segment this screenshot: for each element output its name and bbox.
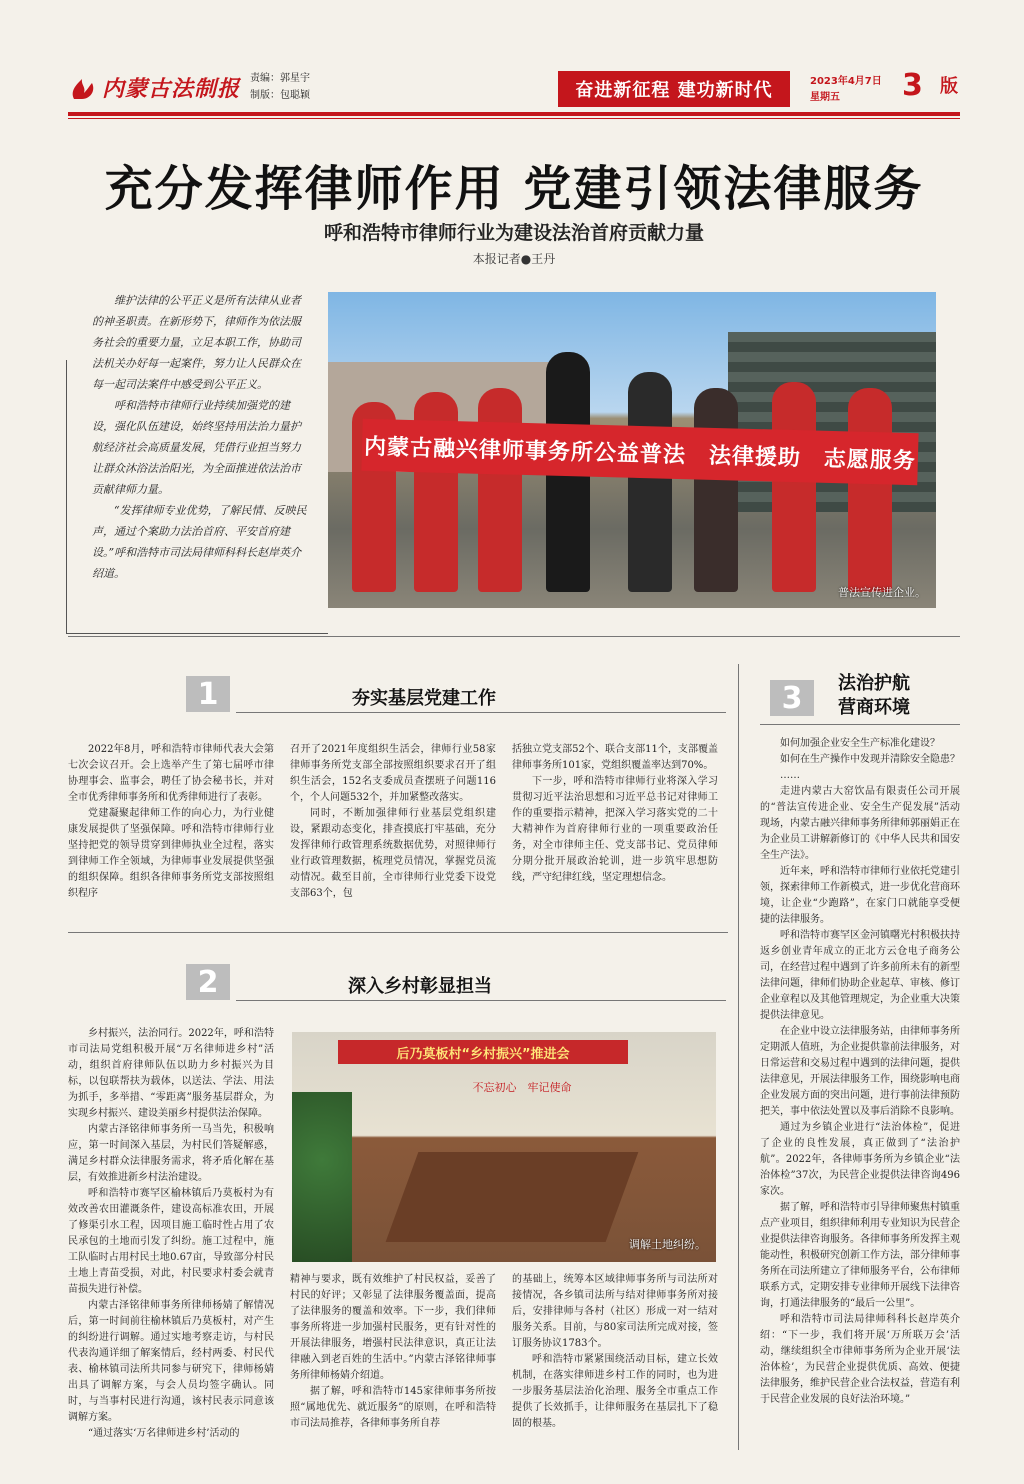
article-paragraph: 括独立党支部52个、联合支部11个，支部覆盖律师事务所101家，党组织覆盖率达到70%。 [512, 744, 718, 771]
article-paragraph: 呼和浩特市司法局律师科科长赵岸英介绍：“下一步，我们将开展‘万所联万会’活动，继续组织全市律师事务所为企业开展‘法治体检’，为民营企业提供优质、高效、便捷法律服务，维护民营企业合法权益，营造有利于民营企业发展的良好法治环境。” [760, 1314, 960, 1405]
section-title: 深入乡村彰显担当 [348, 976, 492, 997]
article-paragraph: 乡村振兴，法治同行。2022年，呼和浩特市司法局党组积极开展“万名律师进乡村”活动，组织首府律师队伍以助力乡村振兴为目标，以包联帮扶为载体，以送法、学法、用法为抓手，多举措、“零距离”服务基层群众，为实现乡村振兴、建设美丽乡村提供法治保障。 [68, 1028, 274, 1119]
article-paragraph: 精神与要求，既有效维护了村民权益，妥善了村民的好评；又彰显了法律服务覆盖面，提高了法律服务的覆盖和效率。下一步，我们律师事务所将进一步加强村民服务，更有针对性的开展法律服务，增强村民法律意识，真正让法律融入到老百姓的生活中。”内蒙古泽铭律师事务所律师杨婧介绍道。 [290, 1274, 496, 1381]
photo-wall-sign: 不忘初心 牢记使命 [472, 1081, 572, 1094]
paper-logo [68, 72, 240, 103]
intro-paragraph: 维护法律的公平正义是所有法律从业者的神圣职责。在新形势下，律师作为依法服务社会的重要力量，立足本职工作，协助司法机关办好每一起案件，努力让人民群众在每一起司法案件中感受到公平正义。 [92, 294, 301, 391]
slogan-banner: 奋进新征程 建功新时代 [558, 71, 790, 107]
article-column [68, 742, 274, 902]
photo-person [848, 388, 892, 592]
article-paragraph: 通过为乡镇企业进行“法治体检”，促进了企业的良性发展，真正做到了“法治护航”。2022年，各律师事务所为乡镇企业“法治体检”37次，为民营企业提供法律咨询496家次。 [760, 1122, 960, 1197]
flame-logo-icon [68, 75, 98, 101]
photo-person [772, 382, 816, 592]
section-title-rule [760, 724, 960, 725]
article-paragraph: 2022年8月，呼和浩特市律师代表大会第七次会议召开。会上选举产生了第七届呼市律协理事会、监事会，聘任了协会秘书长，并对全市优秀律师事务所和优秀律师进行了表彰。 [68, 744, 274, 803]
article-paragraph: 内蒙古泽铭律师事务所一马当先，积极响应，第一时间深入基层，为村民们答疑解惑，满足乡村群众法律服务需求，将矛盾化解在基层，有效推进新乡村法治建设。 [68, 1124, 274, 1183]
section-title-line: 法治护航 [838, 673, 910, 694]
photo-caption: 普法宣传进企业。 [838, 586, 926, 599]
sub-headline: 呼和浩特市律师行业为建设法治首府贡献力量 [323, 222, 704, 244]
photo-plant [292, 1092, 352, 1262]
page-number: 3 [902, 68, 923, 103]
weekday-line: 星期五 [810, 92, 840, 103]
column-divider [738, 664, 739, 1450]
date-line: 2023年4月7日 [810, 76, 882, 87]
byline: 本报记者●王丹 [472, 252, 556, 266]
article-column [68, 1026, 274, 1442]
producer-line: 制版：包聪颖 [250, 90, 310, 101]
section-number-badge: 1 [186, 676, 230, 712]
article-paragraph: 呼和浩特市赛罕区金河镇曙光村积极扶持返乡创业青年成立的正北方云仓电子商务公司，在经营过程中遇到了许多前所未有的新型法律问题，律师们协助企业起草、审核、修订企业章程以及其他管理规定，为企业重大决策提供法律意见。 [760, 930, 960, 1021]
article-paragraph: 召开了2021年度组织生活会，律师行业58家律师事务所党支部全部按照组织要求召开了组织生活会，152名支委成员查摆班子问题116个，个人问题532个，并加紧整改落实。 [290, 744, 496, 803]
intro-text [92, 290, 310, 584]
article-paragraph: 呼和浩特市紧紧围绕活动目标，建立长效机制，在落实律师进乡村工作的同时，也为进一步服务基层法治化治理、服务全市重点工作提供了长效抓手，让律师服务在基层扎下了稳固的根基。 [512, 1354, 718, 1429]
section-title [838, 672, 910, 720]
masthead-rule [68, 112, 960, 116]
masthead [68, 66, 960, 112]
article-paragraph: 呼和浩特市赛罕区榆林镇后乃莫板村为有效改善农田灌溉条件，建设高标准农田，开展了修渠引水工程，因项目施工临时性占用了农民承包的土地而引发了纠纷。施工过程中，施工队临时占用村民土地0.67亩，导致部分村民土地上青苗受损，对此，村民要求村委会就青苗损失进行补偿。 [68, 1188, 274, 1295]
article-paragraph: 内蒙古泽铭律师事务所律师杨婧了解情况后，第一时间前往榆林镇后乃莫板村，对产生的纠纷进行调解。通过实地考察走访，与村民代表沟通详细了解案情后，经村两委、村民代表、榆林镇司法所共同参与研究下，律师杨婧出具了调解方案，与会人员均签字确认。同时，与当事村民进行沟通，该村民表示同意该调解方案。 [68, 1300, 274, 1423]
photo-banner: 后乃莫板村“乡村振兴”推进会 [338, 1040, 628, 1064]
section-title-rule [236, 1000, 726, 1001]
article-paragraph: 据了解，呼和浩特市引导律师聚焦村镇重点产业项目，组织律师利用专业知识为民营企业提供法律咨询服务。各律师事务所发挥主观能动性，积极研究创新工作方法，部分律师事务所在司法所建立了律师服务平台，公布律师联系方式，定期安排专业律师开展线下法律咨询，打通法律服务的“最后一公里”。 [760, 1202, 960, 1309]
section-title-rule [236, 712, 726, 713]
editor-credits [250, 70, 310, 104]
section-divider [68, 636, 960, 637]
article-paragraph: 党建凝聚起律师工作的向心力，为行业健康发展提供了坚强保障。呼和浩特市律师行业坚持把党的领导贯穿到律师执业全过程，落实到律师工作全领域，为律师事业发展提供坚强的组织保障。组织各律师事务所党支部按照组织程序 [68, 808, 274, 899]
article-paragraph: 近年来，呼和浩特市律师行业依托党建引领，探索律师工作新模式，进一步优化营商环境，让企业“少跑路”，在家门口就能享受便捷的法律服务。 [760, 866, 960, 925]
article-column [290, 742, 496, 902]
editor-line: 责编：郭星宇 [250, 73, 310, 84]
section-divider [68, 932, 728, 933]
photo-crates [728, 332, 936, 512]
article-paragraph: 如何加强企业安全生产标准化建设？ [780, 738, 940, 749]
section-number-badge: 3 [770, 680, 814, 716]
main-headline: 充分发挥律师作用 党建引领法律服务 [104, 161, 924, 217]
article-paragraph: “通过落实‘万名律师进乡村’活动的 [88, 1428, 240, 1439]
photo-person [478, 388, 522, 592]
article-paragraph: 的基础上，统筹本区域律师事务所与司法所对接情况，各乡镇司法所与结对律师事务所对接后，安排律师与各村（社区）形成一对一结对服务关系。目前，与80家司法所完成对接，签订服务协议1783个。 [512, 1274, 718, 1349]
photo-table [386, 1152, 639, 1242]
article-column [760, 736, 960, 1408]
issue-date [810, 74, 882, 106]
photo-person [628, 372, 672, 592]
section-title: 夯实基层党建工作 [352, 688, 496, 709]
article-paragraph: …… [780, 770, 800, 781]
section-title-line: 营商环境 [838, 697, 910, 718]
article-paragraph: 同时，不断加强律师行业基层党组织建设，紧跟动态变化，排查摸底打牢基础，充分发挥律师行政管理系统数据优势，对照律师行业行政管理数据，梳理党员情况，掌握党员流动情况。截至目前，全市律师行业党委下设党支部63个，包 [290, 808, 496, 899]
article-column [290, 1272, 496, 1432]
photo-person [694, 388, 738, 592]
photo-banner: 内蒙古融兴律师事务所公益普法 法律援助 志愿服务 [361, 419, 918, 486]
paper-name: 内蒙古法制报 [102, 77, 241, 102]
article-paragraph: 据了解，呼和浩特市145家律师事务所按照“属地优先、就近服务”的原则，在呼和浩特市司法局推荐，各律师事务所自荐 [290, 1386, 496, 1429]
mediation-photo [292, 1032, 716, 1262]
article-paragraph: 在企业中设立法律服务站，由律师事务所定期派人值班，为企业提供靠前法律服务，对日常运营和交易过程中遇到的法律问题，提供法律意见，开展法律服务工作，围绕影响电商企业发展方面的突出问题，进行事前法律预防把关，事中依法处置以及事后消除不良影响。 [760, 1026, 960, 1117]
article-paragraph: 如何在生产操作中发现并清除安全隐患？ [780, 754, 960, 765]
photo-caption: 调解土地纠纷。 [629, 1238, 706, 1251]
article-column [512, 1272, 718, 1432]
intro-paragraph: 呼和浩特市律师行业持续加强党的建设，强化队伍建设，始终坚持用法治力量护航经济社会高质量发展，凭借行业担当努力让群众沐浴法治阳光，为全面推进依法治市贡献律师力量。 [92, 399, 301, 496]
section-number-badge: 2 [186, 964, 230, 1000]
intro-paragraph: “发挥律师专业优势，了解民情、反映民声，通过个案助力法治首府、平安首府建设。”呼和浩特市司法局律师科科长赵岸英介绍道。 [92, 504, 307, 580]
page-label: 版 [940, 76, 958, 97]
article-paragraph: 下一步，呼和浩特市律师行业将深入学习贯彻习近平法治思想和习近平总书记对律师工作的重要指示精神，把深入学习落实党的二十大精神作为首府律师行业的一项重要政治任务，对全市律师主任、党支部书记、党员律师分期分批开展政治轮训，进一步筑牢思想防线，严守纪律红线，坚定理想信念。 [512, 776, 718, 883]
volunteer-photo [328, 292, 936, 608]
article-paragraph: 走进内蒙古大窑饮品有限责任公司开展的“普法宣传进企业、安全生产促发展”活动现场，内蒙古融兴律师事务所律师郭丽娟正在为企业员工讲解新修订的《中华人民共和国安全生产法》。 [760, 786, 960, 861]
article-column [512, 742, 718, 886]
masthead-rule-thin [68, 118, 960, 119]
